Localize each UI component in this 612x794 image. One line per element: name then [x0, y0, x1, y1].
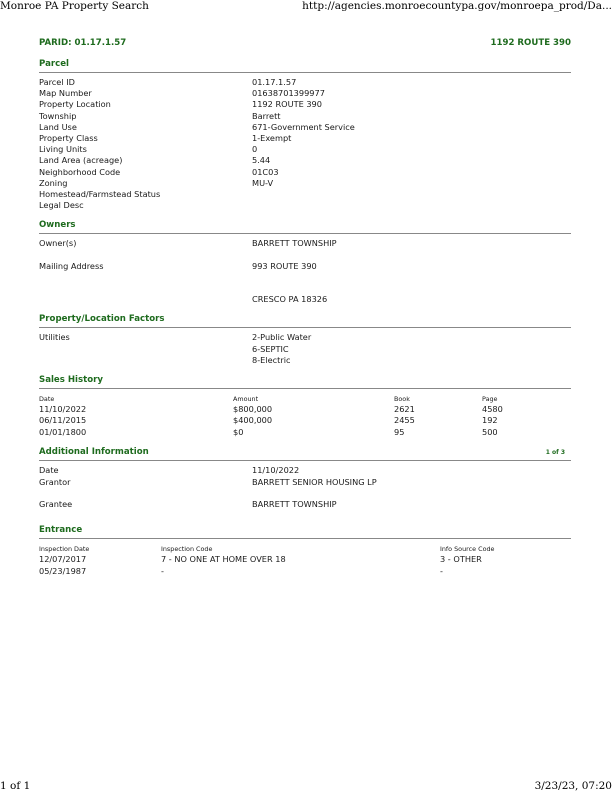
kv-value: BARRETT SENIOR HOUSING LP	[252, 476, 377, 487]
kv-value: Barrett	[252, 110, 281, 121]
section-title: Owners	[39, 220, 76, 231]
kv-value: 01C03	[252, 166, 279, 177]
col-info-source: Info Source Code	[440, 545, 495, 554]
spacer	[39, 249, 571, 260]
kv-value: 01.17.1.57	[252, 77, 297, 87]
table-row	[39, 566, 571, 578]
cell-date: 05/23/1987	[39, 565, 87, 576]
cell-book: 95	[394, 426, 405, 437]
factors-table	[39, 328, 571, 366]
kv-value: 0	[252, 144, 258, 155]
kv-label: Grantee	[39, 499, 73, 509]
kv-row	[39, 167, 571, 178]
section-title: Sales History	[39, 374, 103, 385]
print-header-title: Monroe PA Property Search	[0, 0, 149, 12]
kv-label: Date	[39, 465, 59, 476]
kv-row	[39, 88, 571, 99]
owners-table	[39, 234, 571, 305]
kv-row	[39, 144, 571, 155]
cell-page: 500	[482, 426, 498, 437]
kv-row	[39, 122, 571, 133]
record-pager[interactable]: 1 of 3	[545, 449, 565, 457]
kv-row	[39, 200, 571, 211]
entrance-table	[39, 539, 571, 577]
record-header	[39, 38, 571, 50]
table-header	[39, 394, 571, 404]
page-count: 1 of 1	[0, 780, 31, 792]
print-header	[0, 0, 612, 14]
section-sales	[39, 374, 571, 389]
kv-value: BARRETT TOWNSHIP	[252, 238, 337, 249]
property-record	[39, 38, 571, 577]
kv-row	[39, 355, 571, 366]
kv-label: Township	[39, 110, 77, 121]
kv-row	[39, 238, 571, 249]
cell-page: 192	[482, 415, 498, 426]
cell-source: -	[440, 565, 443, 576]
additional-table	[39, 461, 571, 510]
kv-row	[39, 77, 571, 88]
kv-row	[39, 344, 571, 355]
spacer	[39, 283, 571, 294]
kv-value: 1192 ROUTE 390	[252, 99, 322, 110]
col-page: Page	[482, 394, 498, 403]
kv-row	[39, 155, 571, 166]
section-title: Property/Location Factors	[39, 314, 165, 325]
col-inspection-date: Inspection Date	[39, 545, 90, 554]
kv-label: Mailing Address	[39, 260, 104, 271]
col-date: Date	[39, 394, 55, 403]
table-row	[39, 404, 571, 416]
col-amount: Amount	[233, 394, 259, 403]
section-title: Parcel	[39, 59, 69, 69]
spacer	[39, 488, 571, 499]
cell-book: 2455	[394, 415, 415, 426]
print-datetime: 3/23/23, 07:20	[534, 780, 612, 792]
section-parcel	[39, 58, 571, 73]
parcel-table	[39, 73, 571, 211]
kv-row	[39, 133, 571, 144]
kv-row	[39, 499, 571, 510]
kv-value: 11/10/2022	[252, 465, 300, 476]
section-title: Additional Information	[39, 447, 149, 458]
kv-value: CRESCO PA 18326	[252, 294, 328, 305]
kv-value: 1-Exempt	[252, 132, 292, 143]
kv-value: BARRETT TOWNSHIP	[252, 499, 337, 509]
sales-table	[39, 389, 571, 439]
print-header-url[interactable]: http://agencies.monroecountypa.gov/monroepa_prod/Da...	[302, 0, 612, 12]
cell-amount: $400,000	[233, 415, 273, 426]
kv-label: Legal Desc	[39, 200, 84, 211]
kv-row	[39, 111, 571, 122]
kv-value: 01638701399977	[252, 88, 325, 99]
parid-label: PARID: 01.17.1.57	[39, 38, 127, 48]
kv-value: 6-SEPTIC	[252, 343, 289, 354]
cell-date: 01/01/1800	[39, 426, 87, 437]
table-header	[39, 544, 571, 554]
kv-label: Property Location	[39, 99, 111, 110]
cell-date: 06/11/2015	[39, 415, 87, 426]
kv-label: Owner(s)	[39, 238, 77, 249]
cell-date: 12/07/2017	[39, 554, 87, 565]
kv-label: Grantor	[39, 476, 71, 487]
kv-value: 671-Government Service	[252, 121, 355, 132]
col-inspection-code: Inspection Code	[161, 545, 213, 554]
kv-row	[39, 189, 571, 200]
cell-code: 7 - NO ONE AT HOME OVER 18	[161, 554, 286, 565]
kv-row	[39, 294, 571, 305]
kv-row	[39, 99, 571, 110]
kv-label: Land Area (acreage)	[39, 155, 123, 166]
kv-label: Zoning	[39, 177, 68, 188]
kv-row	[39, 178, 571, 189]
kv-row	[39, 261, 571, 272]
col-book: Book	[394, 394, 410, 403]
section-factors	[39, 313, 571, 328]
cell-book: 2621	[394, 403, 415, 414]
kv-value: 8-Electric	[252, 354, 291, 365]
kv-value: 5.44	[252, 155, 271, 166]
section-owners	[39, 219, 571, 234]
cell-date: 11/10/2022	[39, 403, 87, 414]
spacer	[39, 272, 571, 283]
kv-row	[39, 465, 571, 476]
cell-source: 3 - OTHER	[440, 554, 482, 565]
kv-label: Map Number	[39, 88, 92, 99]
kv-label: Homestead/Farmstead Status	[39, 188, 161, 199]
table-row	[39, 554, 571, 566]
section-title: Entrance	[39, 525, 83, 536]
kv-label: Parcel ID	[39, 77, 75, 87]
section-entrance	[39, 524, 571, 539]
cell-code: -	[161, 565, 164, 576]
cell-amount: $800,000	[233, 403, 273, 414]
cell-amount: $0	[233, 426, 244, 437]
record-address: 1192 ROUTE 390	[490, 38, 571, 48]
section-additional	[39, 446, 571, 461]
table-row	[39, 415, 571, 427]
kv-value: 2-Public Water	[252, 332, 312, 343]
kv-row	[39, 332, 571, 343]
table-row	[39, 427, 571, 439]
kv-value: 993 ROUTE 390	[252, 260, 317, 271]
kv-label: Neighborhood Code	[39, 166, 121, 177]
kv-label: Living Units	[39, 144, 87, 155]
kv-label: Property Class	[39, 132, 98, 143]
kv-label: Utilities	[39, 332, 70, 343]
kv-row	[39, 477, 571, 488]
kv-label: Land Use	[39, 121, 77, 132]
cell-page: 4580	[482, 403, 503, 414]
kv-value: MU-V	[252, 177, 274, 188]
